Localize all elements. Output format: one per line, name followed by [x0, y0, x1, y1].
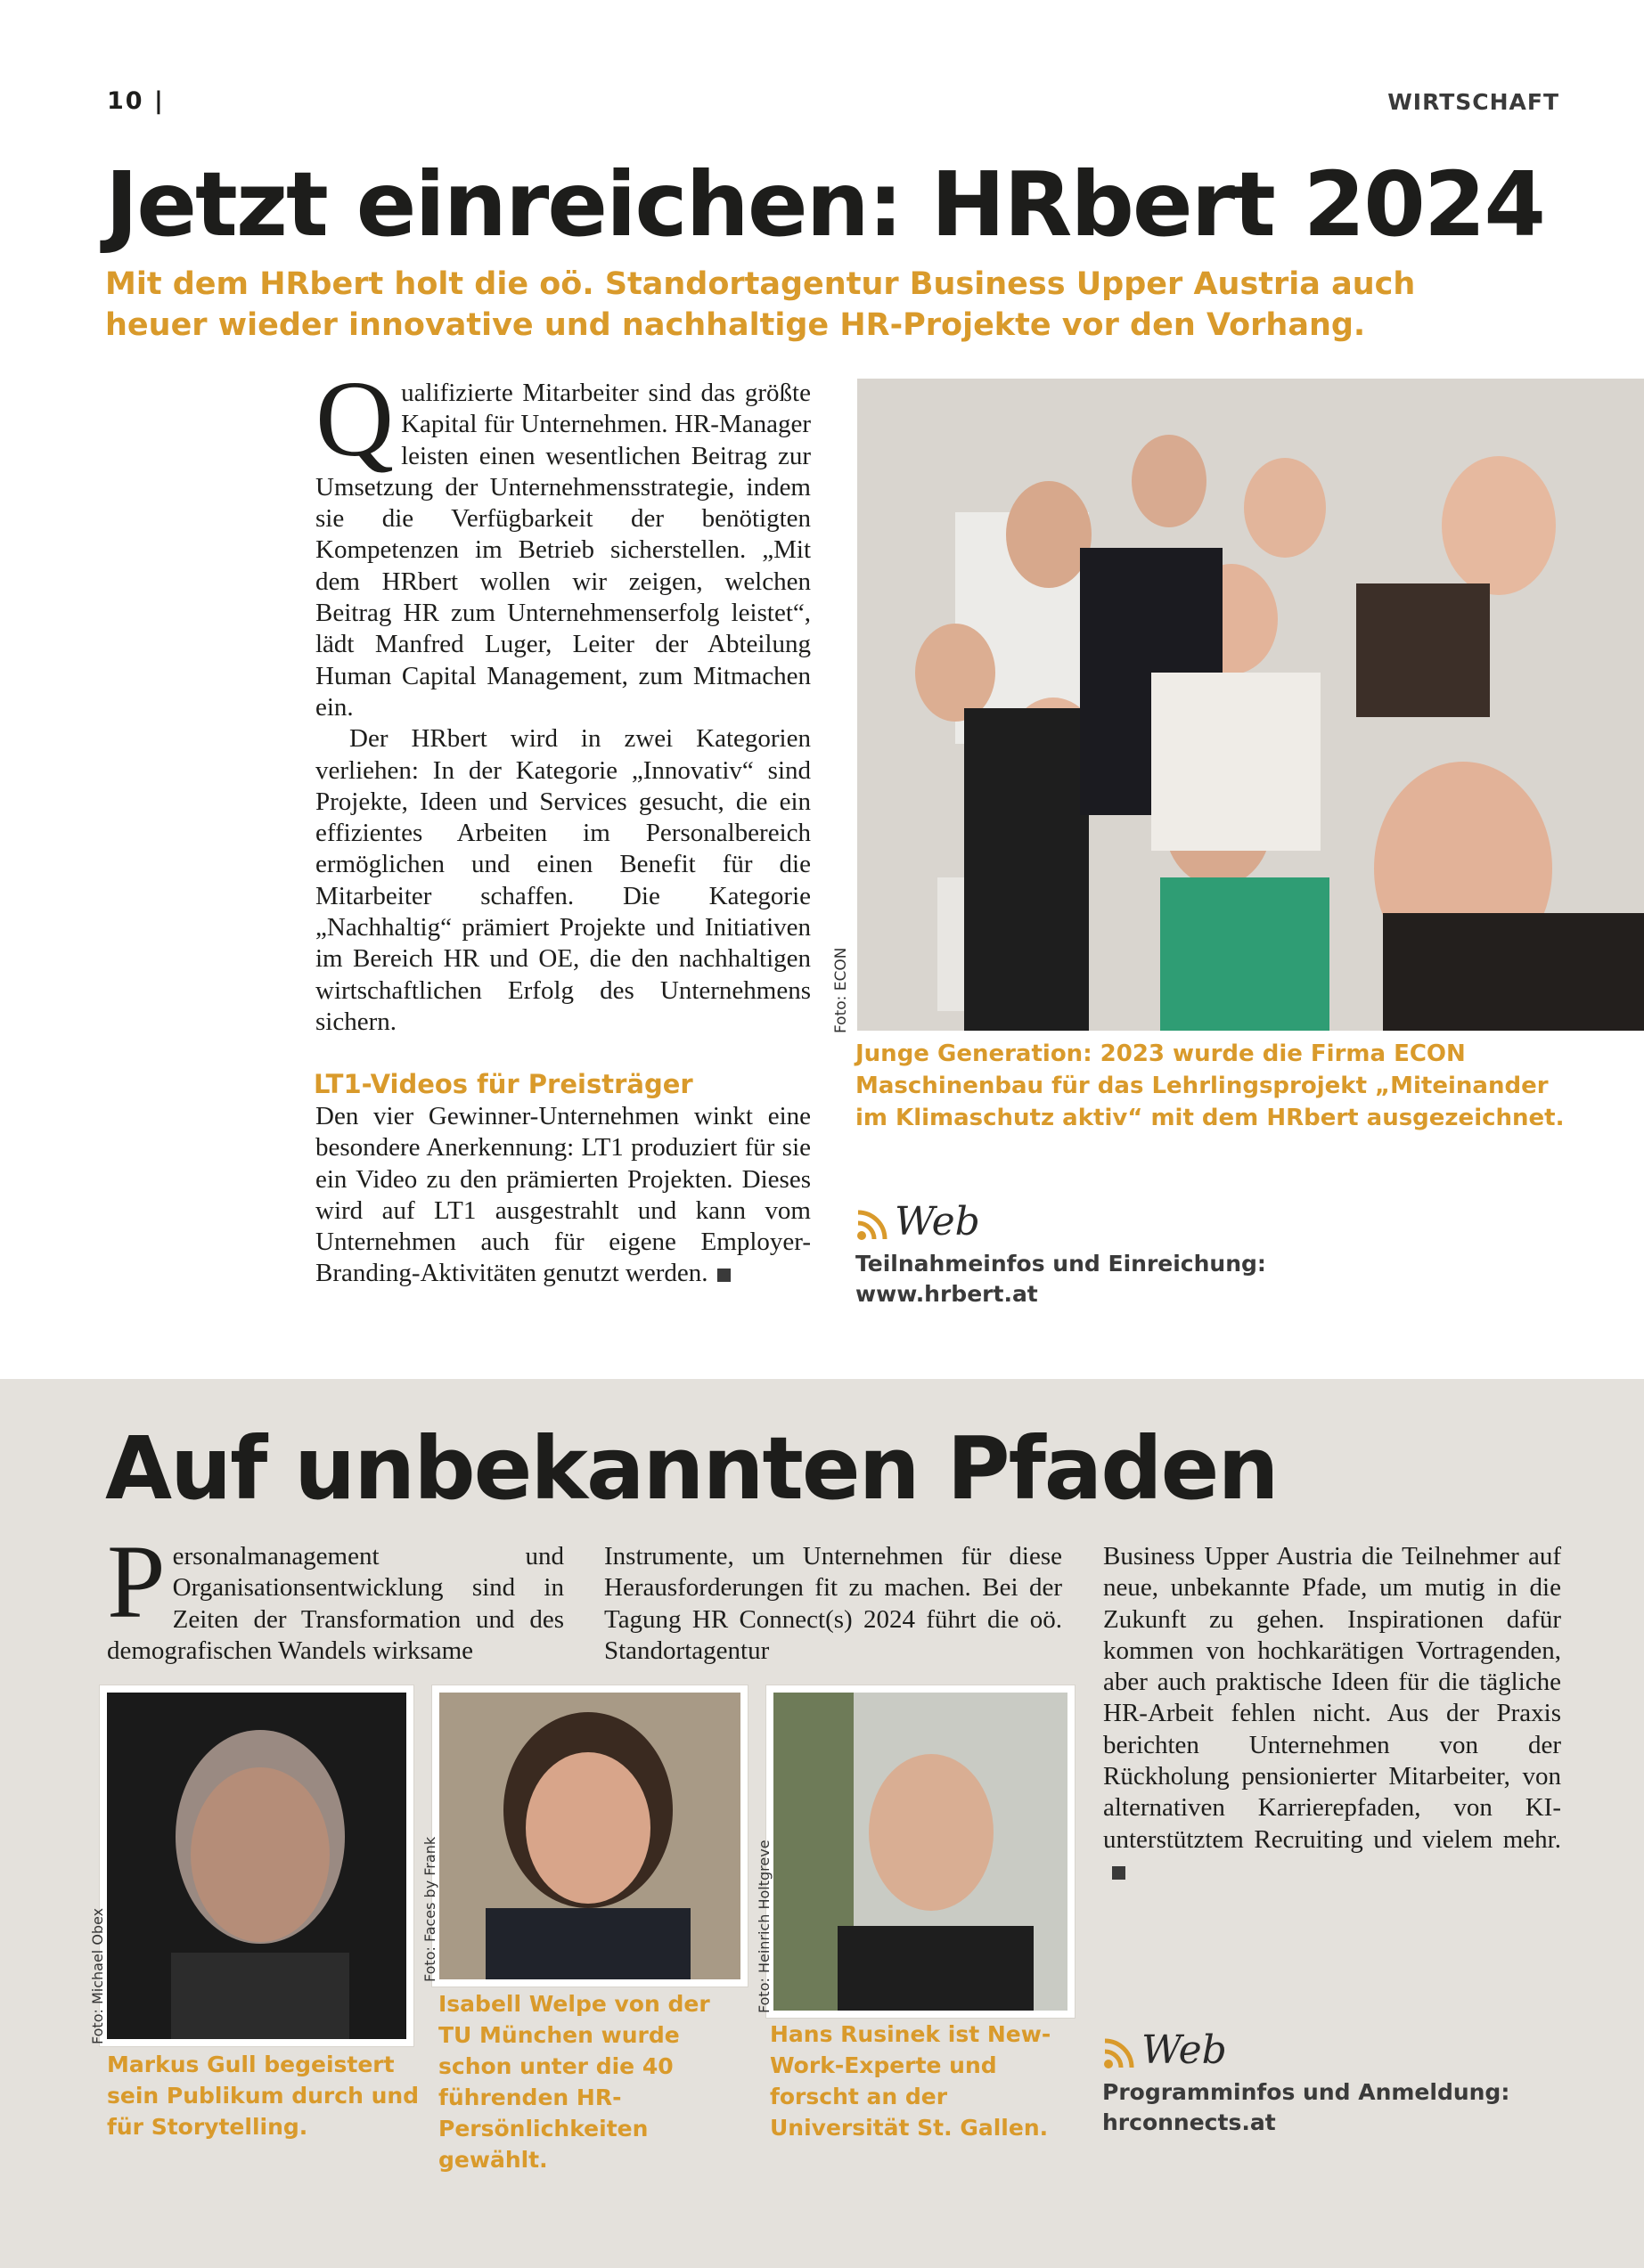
body-paragraph: Instrumente, um Unternehmen für diese Herausforderungen fit zu machen. Bei der Tagung HR Connect(s) 2024 führt die oö. Standortagentur [604, 1542, 1062, 1665]
article-lead: Mit dem HRbert holt die oö. Standortagentur Business Upper Austria auch heuer wieder innovative und nachhaltige HR-Projekte vor den Vorhang. [105, 266, 1416, 343]
drop-cap: P [107, 1523, 166, 1640]
web-logo [855, 1199, 1266, 1244]
article-headline: Jetzt einreichen: HRbert 2024 [105, 152, 1544, 257]
rss-icon [855, 1208, 889, 1242]
body-paragraph: Der HRbert wird in zwei Kategorien verliehen: In der Kategorie „Innovativ“ sind Projekte, Ideen und Services gesucht, die ein effizientes Arbeiten im Personalbereich ermöglichen und einen Benefit für die Mitarbeiter schaffen. Die Kategorie „Nachhaltig“ prämiert Projekte und Initiativen im Bereich HR und OE, die den nachhaltigen wirtschaftlichen Erfolg des Unternehmens sichern. [315, 724, 811, 1036]
photo-credit: Foto: Faces by Frank [421, 1836, 438, 1982]
portrait-illustration [432, 1685, 748, 1987]
photo-caption: Isabell Welpe von der TU München wurde schon unter die 40 führenden HR-Persönlichkeiten gewählt. [438, 1991, 710, 2173]
body-paragraph [107, 1523, 564, 1667]
article-body-col-1 [107, 1523, 564, 1667]
paragraph-text: ersonalmanagement und Organisationsentwicklung sind in Zeiten der Transformation und des demografischen Wandels wirksame [107, 1542, 564, 1665]
drop-cap: Q [315, 359, 395, 479]
article-subhead: LT1-Videos für Preisträger [314, 1069, 693, 1099]
portrait-photo [432, 1685, 748, 1987]
web-link[interactable]: www.hrbert.at [855, 1281, 1038, 1307]
body-paragraph [315, 359, 811, 723]
article-body-continued [315, 1101, 811, 1290]
photo-caption: Hans Rusinek ist New-Work-Experte und forscht an der Universität St. Gallen. [770, 2021, 1051, 2141]
group-photo-illustration [857, 379, 1644, 1031]
rss-icon [1102, 2036, 1136, 2070]
photo-caption: Junge Generation: 2023 wurde die Firma ECON Maschinenbau für das Lehrlingsprojekt „Miteinander im Klimaschutz aktiv“ mit dem HRbert ausgezeichnet. [855, 1040, 1565, 1131]
web-info-box [855, 1199, 1266, 1309]
article-headline: Auf unbekannten Pfaden [105, 1418, 1278, 1519]
article-body-col-2 [604, 1541, 1062, 1667]
body-paragraph [1103, 1541, 1561, 1887]
article-body-col-3 [1103, 1541, 1561, 1887]
paragraph-text: ualifizierte Mitarbeiter sind das größte Kapital für Unternehmen. HR-Manager leisten einen wesentlichen Beitrag zur Umsetzung der Unternehmensstrategie, indem sie die Verfügbarkeit der benötigten Kompetenzen im Betrieb sicherstellen. „Mit dem HRbert wollen wir zeigen, welchen Beitrag HR zum Unternehmenserfolg leistet“, lädt Manfred Luger, Leiter der Abteilung Human Capital Management, zum Mitmachen ein. [315, 379, 811, 722]
paragraph-text: Den vier Gewinner-Unternehmen winkt eine besondere Anerkennung: LT1 produziert für sie ein Video zu den prämierten Projekten. Dieses wird auf LT1 ausgestrahlt und kann vom Unternehmen auch für eigene Employer-Branding-Aktivitäten genutzt werden. [315, 1102, 811, 1288]
end-mark-icon [1112, 1866, 1125, 1880]
body-paragraph [315, 1101, 811, 1290]
article-body [315, 359, 811, 1038]
page-number: 10 | [107, 87, 165, 115]
photo-credit: Foto: ECON [832, 947, 850, 1033]
portrait-photo [100, 1685, 413, 2046]
portrait-illustration [100, 1685, 413, 2046]
web-link[interactable]: hrconnects.at [1102, 2109, 1276, 2135]
photo-credit: Foto: Heinrich Holtgreve [756, 1840, 773, 2013]
end-mark-icon [717, 1269, 731, 1282]
portrait-illustration [766, 1685, 1075, 2018]
section-label: WIRTSCHAFT [1387, 89, 1559, 115]
web-label: Web [1141, 2027, 1227, 2073]
web-label: Web [895, 1199, 980, 1244]
photo-credit: Foto: Michael Obex [89, 1907, 106, 2044]
portrait-photo [766, 1685, 1075, 2018]
web-description: Teilnahmeinfos und Einreichung: [855, 1251, 1266, 1277]
web-description: Programminfos und Anmeldung: [1102, 2079, 1510, 2105]
web-logo [1102, 2027, 1509, 2073]
web-info-box [1102, 2027, 1510, 2138]
group-photo [857, 379, 1644, 1031]
photo-caption: Markus Gull begeistert sein Publikum durch und für Storytelling. [107, 2052, 420, 2140]
paragraph-text: Business Upper Austria die Teilnehmer auf neue, unbekannte Pfade, um mutig in die Zukunft zu gehen. Inspirationen dafür kommen von hochkarätigen Vortragenden, aber auch praktische Ideen für die tägliche HR-Arbeit fehlen nicht. Aus der Praxis berichten Unternehmen von der Rückholung pensionierter Mitarbeiter, von alternativen Karrierepfaden, von KI-unterstütztem Recruiting und vielem mehr. [1103, 1542, 1561, 1854]
web-text [1102, 2077, 1509, 2138]
web-text [855, 1249, 1266, 1309]
